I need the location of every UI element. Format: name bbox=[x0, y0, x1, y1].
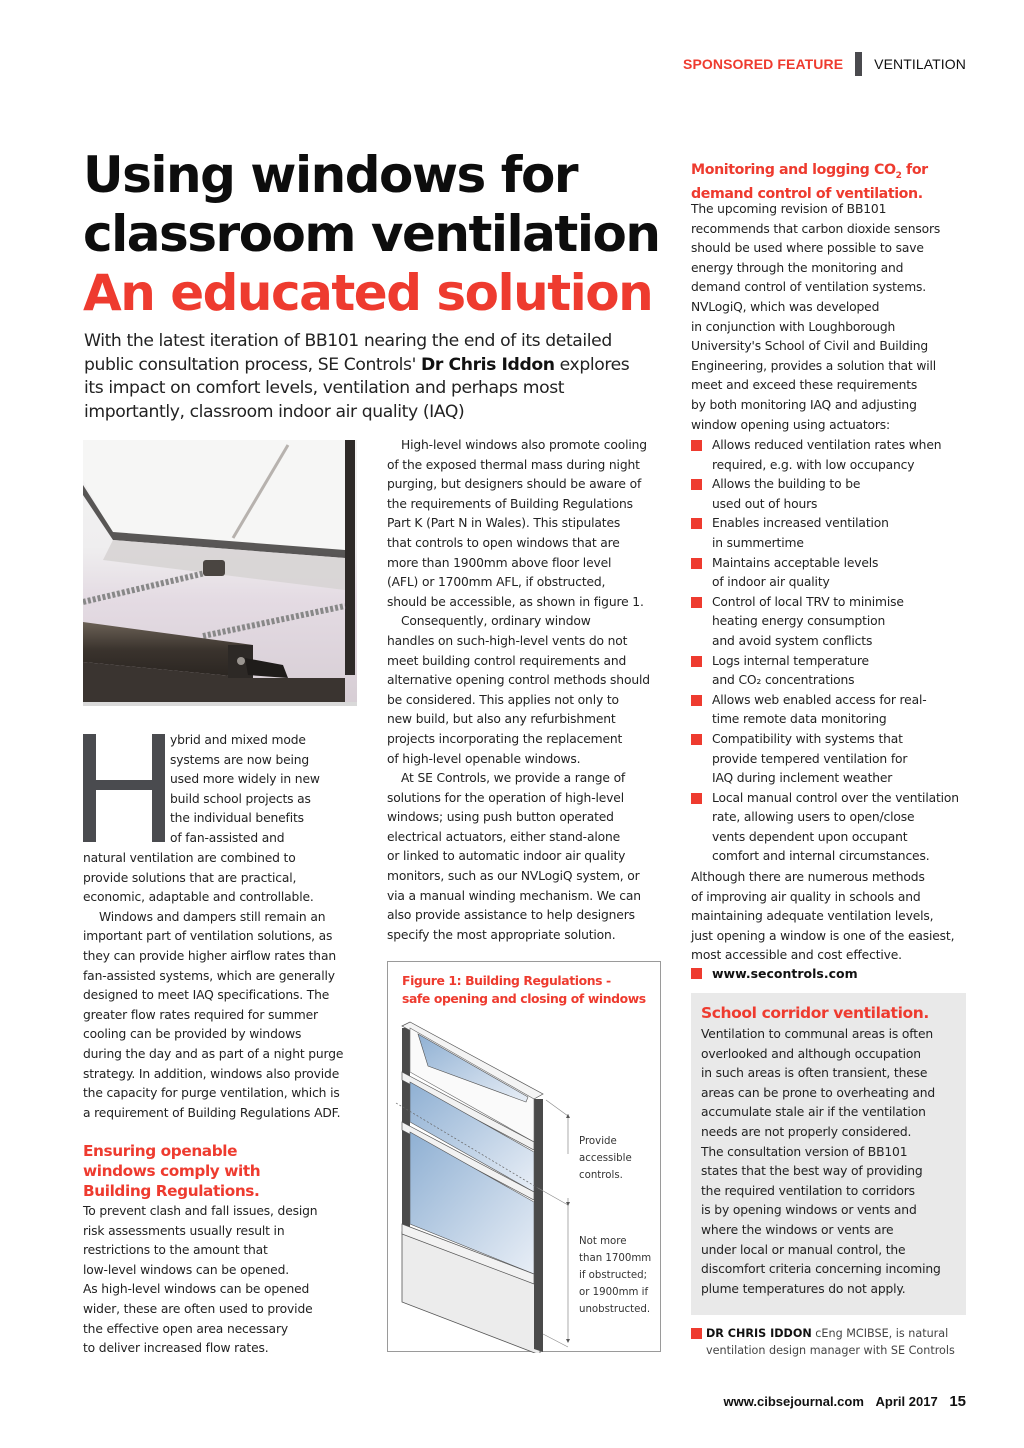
text-line: Allows web enabled access for real- bbox=[712, 692, 927, 707]
text-line: NVLogiQ, which was developed bbox=[691, 299, 880, 314]
text-line: windows; using push button operated bbox=[387, 810, 614, 825]
text-line: to deliver increased flow rates. bbox=[83, 1341, 269, 1356]
text-line: used more widely in new bbox=[170, 772, 320, 787]
figure-label-line: Provide bbox=[579, 1136, 617, 1147]
figure-title-line: Figure 1: Building Regulations - bbox=[402, 973, 611, 988]
figure-1 bbox=[387, 961, 661, 1352]
bullet-item bbox=[691, 475, 981, 514]
subhead-text: for bbox=[901, 162, 928, 178]
bullet-square-icon bbox=[691, 479, 702, 490]
bullet-square-icon bbox=[691, 656, 702, 667]
bullet-square-icon bbox=[691, 440, 702, 451]
bullet-item bbox=[691, 652, 981, 691]
bullet-square-icon bbox=[691, 968, 702, 979]
text-line: needs are not properly considered. bbox=[701, 1124, 912, 1139]
text-line: designed to meet IAQ specifications. The bbox=[83, 988, 330, 1003]
text-line: during the day and as part of a night purge bbox=[83, 1046, 344, 1061]
window-actuator-photo-icon bbox=[83, 440, 357, 706]
text-line: the required ventilation to corridors bbox=[701, 1183, 915, 1198]
text-line: energy through the monitoring and bbox=[691, 260, 904, 275]
page-footer bbox=[724, 1393, 966, 1410]
text-line: Although there are numerous methods bbox=[691, 870, 925, 884]
journal-website[interactable]: www.cibsejournal.com bbox=[723, 1394, 864, 1409]
bullet-square-icon bbox=[691, 695, 702, 706]
bullet-square-icon bbox=[691, 558, 702, 569]
text-line: greater flow rates required for summer bbox=[83, 1007, 318, 1022]
text-line: of fan-assisted and bbox=[170, 830, 285, 845]
text-line: important part of ventilation solutions, as bbox=[83, 929, 333, 944]
text-line: in such areas is often transient, these bbox=[701, 1066, 928, 1081]
section-label: VENTILATION bbox=[874, 56, 966, 72]
text-line: meet building control requirements and bbox=[387, 653, 627, 668]
text-line: cooling can be provided by windows bbox=[83, 1027, 302, 1042]
bullet-square-icon bbox=[691, 793, 702, 804]
text-line: As high-level windows can be opened bbox=[83, 1282, 310, 1297]
bullet-item bbox=[691, 554, 981, 593]
text-line: the capacity for purge ventilation, which is bbox=[83, 1086, 340, 1101]
figure-label-line: or 1900mm if bbox=[579, 1287, 649, 1298]
text-line: electrical actuators, either stand-alone bbox=[387, 829, 621, 844]
author-credentials: cEng MCIBSE, is natural bbox=[811, 1327, 949, 1340]
sidebar-title: School corridor ventilation. bbox=[701, 1004, 929, 1022]
right-column-closing bbox=[691, 868, 981, 966]
text-line: they can provide higher airflow rates than bbox=[83, 948, 336, 963]
text-line: (AFL) or 1700mm AFL, if obstructed, bbox=[387, 575, 606, 590]
text-line: in conjunction with Loughborough bbox=[691, 319, 896, 334]
sidebar-body bbox=[701, 1025, 966, 1299]
text-line: build school projects as bbox=[170, 791, 311, 806]
subhead-line bbox=[691, 161, 928, 185]
bullet-square-icon bbox=[691, 734, 702, 745]
text-line: Part K (Part N in Wales). This stipulates bbox=[387, 516, 621, 531]
standfirst bbox=[84, 330, 654, 424]
text-line: maintaining adequate ventilation levels, bbox=[691, 909, 934, 924]
drop-cap-stroke bbox=[96, 780, 152, 790]
text-line: should be used where possible to save bbox=[691, 241, 924, 256]
drop-cap-h bbox=[83, 734, 165, 842]
text-line: more than 1900mm above floor level bbox=[387, 555, 612, 570]
text-line: Control of local TRV to minimise bbox=[712, 594, 904, 609]
text-line: To prevent clash and fall issues, design bbox=[83, 1204, 318, 1218]
figure-label-lower bbox=[579, 1233, 651, 1318]
text-line: monitors, such as our NVLogiQ system, or bbox=[387, 869, 640, 884]
text-line: purging, but designers should be aware of bbox=[387, 477, 642, 492]
subhead-line: windows comply with bbox=[83, 1162, 261, 1180]
standfirst-text: public consultation process, SE Controls' bbox=[84, 354, 421, 375]
headline-line-2: classroom ventilation bbox=[83, 205, 660, 263]
text-line: recommends that carbon dioxide sensors bbox=[691, 221, 941, 236]
bullet-square-icon bbox=[691, 518, 702, 529]
text-line: is by opening windows or vents and bbox=[701, 1203, 917, 1218]
left-column-para3 bbox=[83, 1202, 363, 1359]
right-column-intro bbox=[691, 200, 971, 435]
text-line: alternative opening control methods should bbox=[387, 673, 650, 688]
text-line: new build, but also any refurbishment bbox=[387, 712, 616, 727]
text-line: vents dependent upon occupant bbox=[712, 829, 908, 844]
figure-label-line: controls. bbox=[579, 1170, 623, 1181]
author-name: DR CHRIS IDDON bbox=[706, 1327, 812, 1340]
text-line: and CO₂ concentrations bbox=[712, 673, 855, 688]
subhead-text: Monitoring and logging CO bbox=[691, 162, 896, 178]
bullet-item bbox=[691, 436, 981, 475]
headline-line-3: An educated solution bbox=[83, 264, 653, 322]
text-line: systems are now being bbox=[170, 752, 310, 767]
text-line: ybrid and mixed mode bbox=[170, 733, 306, 747]
subscript-2: 2 bbox=[895, 170, 902, 181]
text-line: where the windows or vents are bbox=[701, 1222, 894, 1237]
text-line: the individual benefits bbox=[170, 811, 304, 826]
section-header bbox=[683, 52, 966, 76]
text-line: Allows reduced ventilation rates when bbox=[712, 438, 942, 452]
author-bio-line: ventilation design manager with SE Controls bbox=[706, 1344, 955, 1357]
text-line: The upcoming revision of BB101 bbox=[691, 202, 887, 216]
text-line: that controls to open windows that are bbox=[387, 535, 620, 550]
sponsored-feature-label: SPONSORED FEATURE bbox=[683, 56, 844, 72]
subhead-monitoring-co2 bbox=[691, 161, 928, 203]
text-line: fan-assisted systems, which are generally bbox=[83, 968, 335, 983]
text-line: a requirement of Building Regulations ADF. bbox=[83, 1105, 341, 1120]
text-line: accumulate stale air if the ventilation bbox=[701, 1105, 926, 1120]
text-line: under local or manual control, the bbox=[701, 1242, 906, 1257]
standfirst-line bbox=[84, 354, 654, 378]
text-line: economic, adaptable and controllable. bbox=[83, 890, 314, 905]
text-line: Allows the building to be bbox=[712, 477, 861, 492]
text-line: projects incorporating the replacement bbox=[387, 731, 623, 746]
text-line: solutions for the operation of high-level bbox=[387, 790, 624, 805]
text-line: overlooked and although occupation bbox=[701, 1046, 921, 1061]
text-line: provide tempered ventilation for bbox=[712, 751, 908, 766]
figure-label-line: if obstructed; bbox=[579, 1270, 648, 1281]
figure-label-line: unobstructed. bbox=[579, 1304, 651, 1315]
text-line: provide solutions that are practical, bbox=[83, 870, 297, 885]
text-line: should be accessible, as shown in figure 1. bbox=[387, 594, 644, 609]
text-line: Logs internal temperature bbox=[712, 653, 869, 668]
subhead-line: Ensuring openable bbox=[83, 1142, 238, 1160]
text-line: IAQ during inclement weather bbox=[712, 771, 893, 786]
text-line: plume temperatures do not apply. bbox=[701, 1281, 906, 1296]
middle-column-body bbox=[387, 436, 667, 945]
figure-label-line: accessible bbox=[579, 1153, 632, 1164]
standfirst-line: importantly, classroom indoor air quality (IAQ) bbox=[84, 401, 465, 422]
text-line: window opening using actuators: bbox=[691, 417, 891, 432]
subhead-line: demand control of ventilation. bbox=[691, 185, 923, 202]
text-line: of improving air quality in schools and bbox=[691, 889, 921, 904]
header-divider bbox=[855, 52, 862, 76]
text-line: by both monitoring IAQ and adjusting bbox=[691, 397, 917, 412]
text-line: University's School of Civil and Building bbox=[691, 339, 929, 354]
text-line: via a manual winding mechanism. We can bbox=[387, 888, 641, 903]
text-line: states that the best way of providing bbox=[701, 1164, 923, 1179]
text-line: most accessible and cost effective. bbox=[691, 948, 902, 963]
drop-cap-stroke bbox=[152, 734, 165, 842]
subhead-line: Building Regulations. bbox=[83, 1182, 260, 1200]
figure-label-line: than 1700mm bbox=[579, 1253, 652, 1264]
text-line: of the exposed thermal mass during night bbox=[387, 457, 640, 472]
text-line: or linked to automatic indoor air quality bbox=[387, 849, 626, 864]
text-line: areas can be prone to overheating and bbox=[701, 1085, 936, 1100]
bullet-item bbox=[691, 730, 981, 789]
author-bio bbox=[691, 1325, 955, 1359]
text-line: risk assessments usually result in bbox=[83, 1223, 285, 1238]
figure-title-line: safe opening and closing of windows bbox=[402, 991, 646, 1006]
drop-cap-stroke bbox=[83, 734, 96, 842]
left-column-body bbox=[83, 849, 363, 1123]
website-link-row[interactable] bbox=[691, 966, 858, 981]
text-line: heating energy consumption bbox=[712, 614, 886, 629]
bullet-item bbox=[691, 593, 981, 652]
figure-label-line: Not more bbox=[579, 1236, 627, 1247]
text-line: Consequently, ordinary window bbox=[401, 614, 591, 629]
feature-bullet-list bbox=[691, 436, 981, 867]
text-line: of indoor air quality bbox=[712, 575, 830, 590]
text-line: comfort and internal circumstances. bbox=[712, 849, 930, 864]
text-line: At SE Controls, we provide a range of bbox=[401, 771, 626, 786]
text-line: strategy. In addition, windows also provide bbox=[83, 1066, 340, 1081]
bullet-item bbox=[691, 514, 981, 553]
text-line: specify the most appropriate solution. bbox=[387, 927, 616, 942]
bullet-square-icon bbox=[691, 1328, 702, 1339]
text-line: meet and exceed these requirements bbox=[691, 378, 918, 393]
text-line: Ventilation to communal areas is often bbox=[701, 1027, 933, 1041]
standfirst-line: With the latest iteration of BB101 nearing the end of its detailed bbox=[84, 331, 612, 351]
bullet-item bbox=[691, 691, 981, 730]
text-line: High-level windows also promote cooling bbox=[401, 438, 647, 452]
text-line: handles on such-high-level vents do not bbox=[387, 633, 628, 648]
text-line: the requirements of Building Regulations bbox=[387, 496, 633, 511]
subhead-building-regulations bbox=[83, 1141, 260, 1201]
text-line: Windows and dampers still remain an bbox=[99, 909, 326, 924]
figure-label-upper bbox=[579, 1133, 632, 1184]
text-line: of high-level openable windows. bbox=[387, 751, 581, 766]
text-line: Enables increased ventilation bbox=[712, 516, 889, 531]
standfirst-line: its impact on comfort levels, ventilation and perhaps most bbox=[84, 378, 565, 398]
text-line: The consultation version of BB101 bbox=[701, 1144, 908, 1159]
text-line: also provide assistance to help designers bbox=[387, 908, 635, 923]
issue-date: April 2017 bbox=[875, 1394, 938, 1409]
window-actuator-photo bbox=[83, 440, 357, 706]
text-line: the effective open area necessary bbox=[83, 1321, 288, 1336]
text-line: in summertime bbox=[712, 535, 804, 550]
bullet-square-icon bbox=[691, 597, 702, 608]
text-line: time remote data monitoring bbox=[712, 712, 887, 727]
bullet-item bbox=[691, 789, 981, 867]
text-line: required, e.g. with low occupancy bbox=[712, 457, 915, 472]
text-line: just opening a window is one of the easiest, bbox=[691, 928, 955, 943]
author-name: Dr Chris Iddon bbox=[421, 354, 555, 375]
text-line: Maintains acceptable levels bbox=[712, 555, 879, 570]
page-number: 15 bbox=[949, 1393, 966, 1410]
text-line: demand control of ventilation systems. bbox=[691, 280, 927, 295]
text-line: Local manual control over the ventilation bbox=[712, 790, 959, 805]
text-line: and avoid system conflicts bbox=[712, 633, 873, 648]
text-line: Compatibility with systems that bbox=[712, 731, 903, 746]
standfirst-text: explores bbox=[554, 354, 630, 375]
secontrols-link[interactable]: www.secontrols.com bbox=[712, 966, 858, 981]
text-line: be considered. This applies not only to bbox=[387, 692, 619, 707]
text-line: wider, these are often used to provide bbox=[83, 1301, 313, 1316]
text-line: rate, allowing users to open/close bbox=[712, 810, 915, 825]
page-title bbox=[83, 146, 663, 323]
text-line: natural ventilation are combined to bbox=[83, 851, 296, 865]
text-line: discomfort criteria concerning incoming bbox=[701, 1262, 941, 1277]
intro-paragraph-wrap bbox=[170, 731, 360, 849]
text-line: restrictions to the amount that bbox=[83, 1243, 268, 1258]
author-bio-line bbox=[691, 1325, 955, 1342]
text-line: low-level windows can be opened. bbox=[83, 1262, 290, 1277]
headline-line-1: Using windows for bbox=[83, 146, 577, 204]
text-line: Engineering, provides a solution that will bbox=[691, 358, 937, 373]
text-line: used out of hours bbox=[712, 496, 818, 511]
corridor-ventilation-sidebar bbox=[691, 993, 966, 1315]
